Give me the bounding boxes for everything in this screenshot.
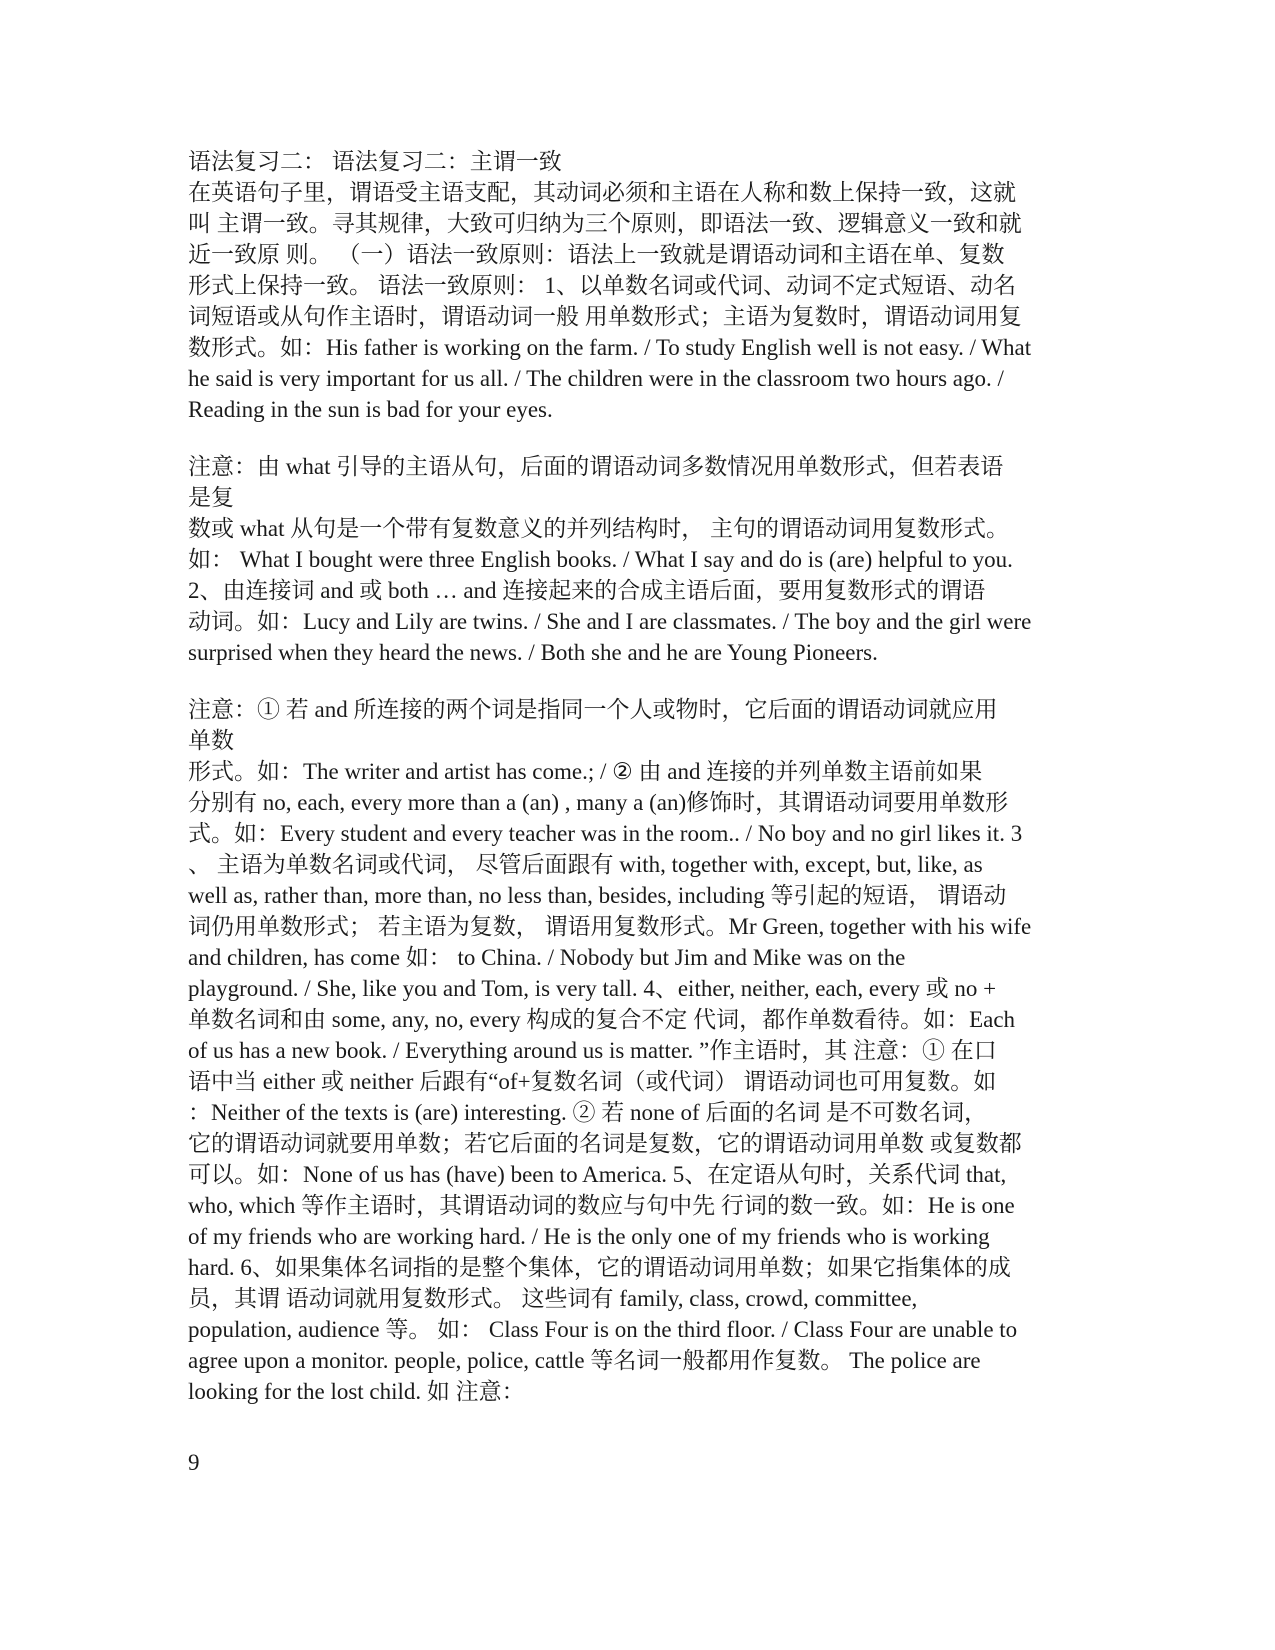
page-number: 9 [188, 1450, 200, 1475]
text-line: of us has a new book. / Everything around us is matter. ”作主语时，其 注意：① 在口 [188, 1038, 997, 1063]
text-line: 注意：① 若 and 所连接的两个词是指同一个人或物时，它后面的谓语动词就应用 [188, 697, 998, 722]
text-line: 如： What I bought were three English books. / What I say and do is (are) helpful to you. [188, 547, 1013, 572]
text-line: 2、由连接词 and 或 both … and 连接起来的合成主语后面，要用复数形式的谓语 [188, 578, 986, 603]
text-line: 注意：由 what 引导的主语从句，后面的谓语动词多数情况用单数形式，但若表语 [188, 454, 1004, 479]
text-line: 数形式。如：His father is working on the farm. / To study English well is not easy. / What [188, 335, 1032, 360]
text-line: 它的谓语动词就要用单数；若它后面的名词是复数，它的谓语动词用单数 或复数都 [188, 1131, 1022, 1156]
text-line: 词短语或从句作主语时，谓语动词一般 用单数形式；主语为复数时，谓语动词用复 [188, 304, 1022, 329]
text-line: who, which 等作主语时，其谓语动词的数应与句中先 行词的数一致。如：He is one [188, 1193, 1015, 1218]
text-line: 数或 what 从句是一个带有复数意义的并列结构时， 主句的谓语动词用复数形式。 [188, 516, 1009, 541]
document-title: 语法复习二： 语法复习二：主谓一致 [188, 149, 562, 174]
text-line: agree upon a monitor. people, police, cattle 等名词一般都用作复数。 The police are [188, 1348, 981, 1373]
text-line: 式。如：Every student and every teacher was in the room.. / No boy and no girl likes it. 3 [188, 821, 1023, 846]
text-line: 叫 主谓一致。寻其规律，大致可归纳为三个原则，即语法一致、逻辑意义一致和就 [188, 211, 1022, 236]
text-line: surprised when they heard the news. / Both she and he are Young Pioneers. [188, 640, 878, 665]
text-line: playground. / She, like you and Tom, is very tall. 4、either, neither, each, every 或 no + [188, 976, 997, 1001]
text-line: and children, has come 如： to China. / Nobody but Jim and Mike was on the [188, 945, 906, 970]
text-line: Reading in the sun is bad for your eyes. [188, 397, 553, 422]
text-line: 形式上保持一致。 语法一致原则： 1、以单数名词或代词、动词不定式短语、动名 [188, 273, 1016, 298]
text-line: 形式。如：The writer and artist has come.; / ② 由 and 连接的并列单数主语前如果 [188, 759, 983, 784]
text-line: 可以。如：None of us has (have) been to America. 5、在定语从句时，关系代词 that, [188, 1162, 1007, 1187]
text-line: hard. 6、如果集体名词指的是整个集体，它的谓语动词用单数；如果它指集体的成 [188, 1255, 1011, 1280]
text-line: 在英语句子里，谓语受主语支配，其动词必须和主语在人称和数上保持一致，这就 [188, 180, 1016, 205]
text-line: 单数 [188, 728, 234, 753]
text-line: 分别有 no, each, every more than a (an) , many a (an)修饰时，其谓语动词要用单数形 [188, 790, 1009, 815]
text-line: 词仍用单数形式； 若主语为复数， 谓语用复数形式。Mr Green, together with his wife [188, 914, 1032, 939]
text-line: looking for the lost child. 如 注意： [188, 1379, 525, 1404]
text-line: of my friends who are working hard. / He is the only one of my friends who is working [188, 1224, 990, 1249]
text-line: ：Neither of the texts is (are) interesting. ② 若 none of 后面的名词 是不可数名词， [188, 1100, 988, 1125]
paragraph-gap [188, 668, 1108, 694]
paragraph-2 [188, 451, 1108, 668]
text-line: 、 主语为单数名词或代词， 尽管后面跟有 with, together with, except, but, like, as [188, 852, 983, 877]
paragraph-1 [188, 177, 1108, 425]
document-body [188, 146, 1108, 1407]
text-line: 语中当 either 或 neither 后跟有“of+复数名词（或代词） 谓语动词也可用复数。如 [188, 1069, 997, 1094]
paragraph-3 [188, 694, 1108, 1407]
text-line: 近一致原 则。 （一）语法一致原则：语法上一致就是谓语动词和主语在单、复数 [188, 242, 1005, 267]
text-line: he said is very important for us all. / The children were in the classroom two hours ago. / [188, 366, 1004, 391]
text-line: well as, rather than, more than, no less than, besides, including 等引起的短语， 谓语动 [188, 883, 1007, 908]
text-line: population, audience 等。 如： Class Four is on the third floor. / Class Four are unable to [188, 1317, 1018, 1342]
text-line: 员，其谓 语动词就用复数形式。 这些词有 family, class, crowd, committee, [188, 1286, 918, 1311]
paragraph-gap [188, 425, 1108, 451]
text-line: 单数名词和由 some, any, no, every 构成的复合不定 代词，都作单数看待。如：Each [188, 1007, 1016, 1032]
text-line: 动词。如：Lucy and Lily are twins. / She and I are classmates. / The boy and the girl were [188, 609, 1032, 634]
text-line: 是复 [188, 485, 234, 510]
